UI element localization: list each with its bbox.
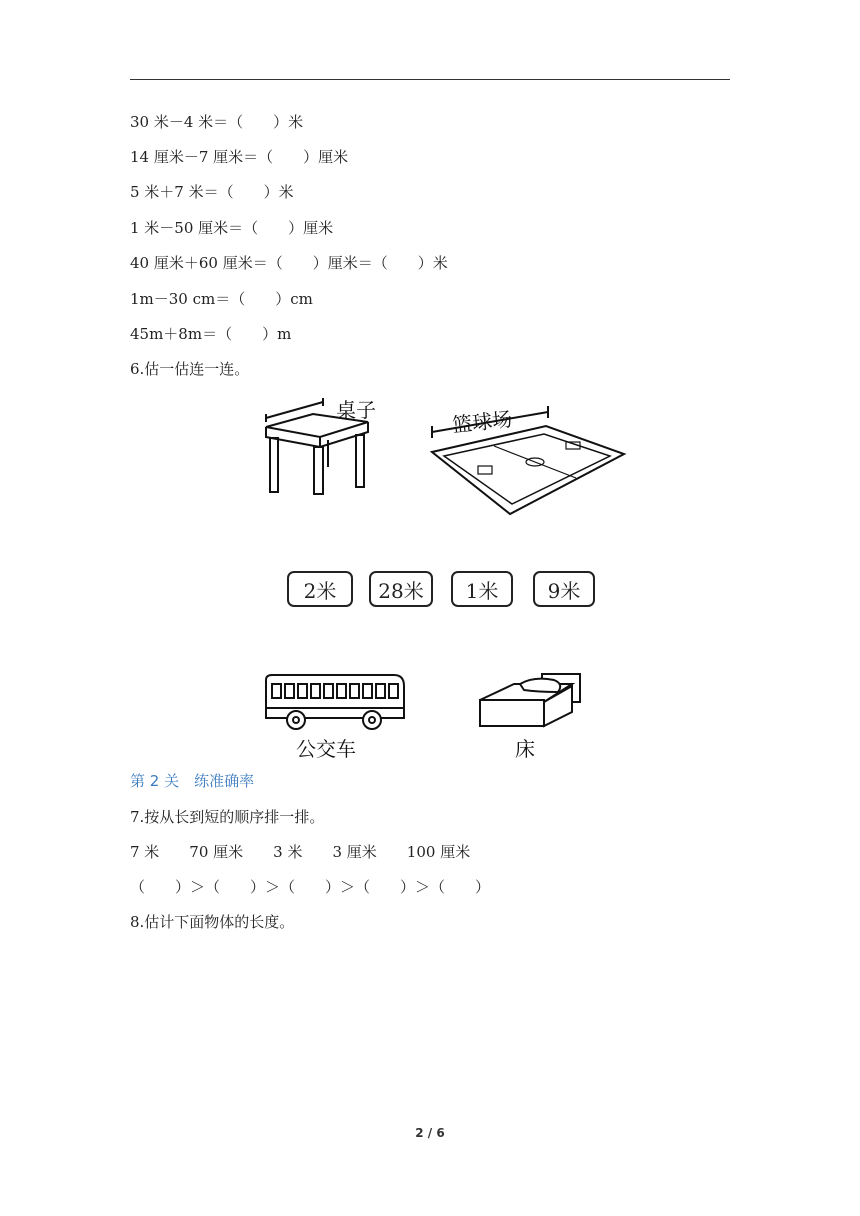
equation-line: 1 米－50 厘米＝（ ）厘米 — [130, 219, 334, 237]
page-number: 2 / 6 — [415, 1126, 445, 1140]
bus-illustration — [262, 672, 408, 734]
table-illustration — [258, 392, 398, 502]
option-box-1m: 1米 — [451, 571, 513, 607]
equation-line: 5 米＋7 米＝（ ）米 — [130, 183, 294, 201]
question-7: 7.按从长到短的顺序排一排。 — [130, 808, 325, 826]
option-box-28m: 28米 — [369, 571, 433, 607]
equation-line: 30 米－4 米＝（ ）米 — [130, 113, 304, 131]
option-box-2m: 2米 — [287, 571, 353, 607]
equation-line: 14 厘米－7 厘米＝（ ）厘米 — [130, 148, 349, 166]
equation-line: 45m＋8m＝（ ）m — [130, 325, 292, 343]
question-8: 8.估计下面物体的长度。 — [130, 913, 295, 931]
bed-label: 床 — [515, 737, 535, 761]
question-7-items: 7 米 70 厘米 3 米 3 厘米 100 厘米 — [130, 843, 471, 861]
question-6: 6.估一估连一连。 — [130, 360, 250, 378]
basketball-court-label: 篮球场 — [451, 406, 514, 438]
section-2-heading: 第 2 关 练准确率 — [130, 772, 255, 790]
header-rule — [130, 79, 730, 80]
table-label: 桌子 — [336, 398, 376, 422]
bed-illustration — [474, 670, 586, 732]
equation-line: 1m－30 cm＝（ ）cm — [130, 290, 313, 308]
bus-label: 公交车 — [296, 737, 356, 761]
equation-line: 40 厘米＋60 厘米＝（ ）厘米＝（ ）米 — [130, 254, 448, 272]
question-7-blanks: （ ）＞（ ）＞（ ）＞（ ）＞（ ） — [130, 878, 491, 896]
option-box-9m: 9米 — [533, 571, 595, 607]
